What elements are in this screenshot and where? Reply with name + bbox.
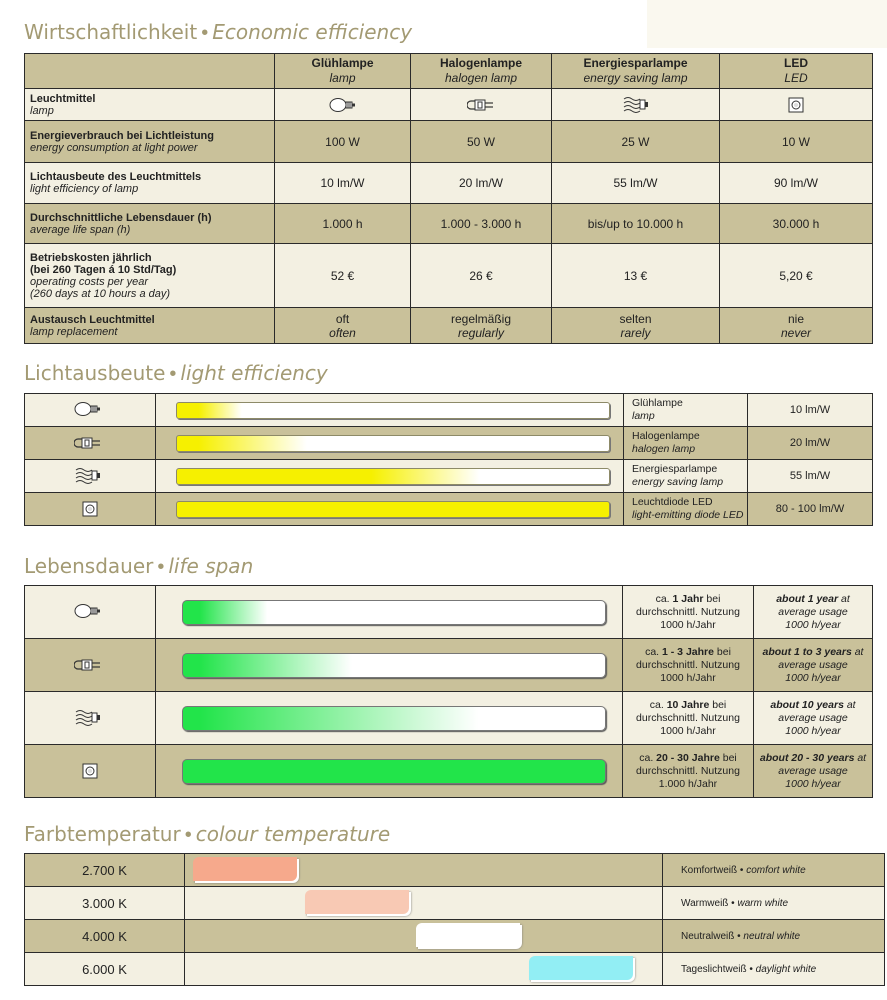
kelvin-value: 4.000 K <box>25 920 185 953</box>
lifespan-en: about 10 years at average usage 1000 h/year <box>754 692 873 745</box>
temp-bar <box>416 923 520 947</box>
efficiency-section-title: Lichtausbeute • light efficiency <box>24 361 328 385</box>
cfl-icon <box>622 96 650 114</box>
bulb-icon <box>329 97 357 113</box>
efficiency-value: 20 lm/W <box>748 427 873 460</box>
row-label-efficiency: Lichtausbeute des Leuchtmittels light efficiency of lamp <box>25 163 275 204</box>
cell-value: 100 W <box>275 121 411 163</box>
cfl-icon <box>74 467 106 485</box>
icon-cell <box>25 639 156 692</box>
header-empty <box>25 54 275 89</box>
row-label-lifespan: Durchschnittliche Lebensdauer (h) average life span (h) <box>25 204 275 244</box>
icon-cell <box>25 427 156 460</box>
lifespan-bar <box>182 600 606 625</box>
efficiency-value: 55 lm/W <box>748 460 873 493</box>
halogen-icon <box>74 657 106 673</box>
efficiency-bar <box>176 501 610 518</box>
efficiency-bar <box>176 435 610 452</box>
colour-section-title: Farbtemperatur • colour temperature <box>24 822 391 846</box>
temp-bar-cell <box>185 887 663 920</box>
temp-name: Tageslichtweiß • daylight white <box>663 953 885 986</box>
temp-bar <box>193 857 297 881</box>
economic-table <box>24 53 873 344</box>
cell-value: 1.000 h <box>275 204 411 244</box>
lifespan-en: about 1 year at average usage 1000 h/year <box>754 586 873 639</box>
cell-value: 30.000 h <box>720 204 873 244</box>
lifespan-en: about 20 - 30 years at average usage 1000 h/year <box>754 745 873 798</box>
cell-value: 55 lm/W <box>552 163 720 204</box>
cell-icon-led <box>720 89 873 121</box>
lifespan-de: ca. 1 Jahr bei durchschnittl. Nutzung 1000 h/Jahr <box>623 586 754 639</box>
temp-bar <box>529 956 633 980</box>
row-label-leuchtmittel: Leuchtmittel lamp <box>25 89 275 121</box>
icon-cell <box>25 394 156 427</box>
lamp-name: Energiesparlampe energy saving lamp <box>624 460 748 493</box>
bar-cell <box>156 692 623 745</box>
icon-cell <box>25 586 156 639</box>
halogen-icon <box>74 435 106 451</box>
cell-value: oft often <box>275 308 411 344</box>
icon-cell <box>25 460 156 493</box>
cell-icon-cfl <box>552 89 720 121</box>
kelvin-value: 3.000 K <box>25 887 185 920</box>
lamp-name: Leuchtdiode LED light-emitting diode LED <box>624 493 748 526</box>
row-label-replacement: Austausch Leuchtmittel lamp replacement <box>25 308 275 344</box>
cell-value: selten rarely <box>552 308 720 344</box>
top-band <box>647 0 887 48</box>
cell-value: 10 lm/W <box>275 163 411 204</box>
bulb-icon <box>74 603 106 621</box>
temp-name: Komfortweiß • comfort white <box>663 854 885 887</box>
cell-icon-bulb <box>275 89 411 121</box>
led-icon <box>82 763 98 779</box>
bar-cell <box>156 639 623 692</box>
row-label-energy: Energieverbrauch bei Lichtleistung energy consumption at light power <box>25 121 275 163</box>
temp-bar-cell <box>185 953 663 986</box>
lifespan-bar <box>182 653 606 678</box>
lifespan-section-title: Lebensdauer • life span <box>24 554 254 578</box>
cell-value: 10 W <box>720 121 873 163</box>
cell-value: 26 € <box>411 244 552 308</box>
bar-cell <box>156 427 624 460</box>
bar-cell <box>156 586 623 639</box>
cell-value: 50 W <box>411 121 552 163</box>
cell-value: 90 lm/W <box>720 163 873 204</box>
bar-cell <box>156 493 624 526</box>
bar-cell <box>156 745 623 798</box>
led-icon <box>82 501 98 517</box>
icon-cell <box>25 692 156 745</box>
lifespan-bar <box>182 759 606 784</box>
led-icon <box>788 97 804 113</box>
efficiency-bar <box>176 402 610 419</box>
temp-bar-cell <box>185 920 663 953</box>
lamp-name: Glühlampe lamp <box>624 394 748 427</box>
cell-value: nie never <box>720 308 873 344</box>
lifespan-de: ca. 1 - 3 Jahre bei durchschnittl. Nutzung 1000 h/Jahr <box>623 639 754 692</box>
bulb-icon <box>74 401 106 419</box>
cell-value: 1.000 - 3.000 h <box>411 204 552 244</box>
icon-cell <box>25 493 156 526</box>
row-label-operating-costs: Betriebskosten jährlich (bei 260 Tagen á 10 Std/Tag) operating costs per year (260 days at 10 hours a day) <box>25 244 275 308</box>
icon-cell <box>25 745 156 798</box>
halogen-icon <box>467 97 495 113</box>
colour-temperature-table <box>24 853 885 986</box>
temp-name: Neutralweiß • neutral white <box>663 920 885 953</box>
col-header-halogen: Halogenlampe halogen lamp <box>411 54 552 89</box>
lamp-name: Halogenlampe halogen lamp <box>624 427 748 460</box>
bar-cell <box>156 460 624 493</box>
lifespan-bar <box>182 706 606 731</box>
efficiency-value: 10 lm/W <box>748 394 873 427</box>
temp-name: Warmweiß • warm white <box>663 887 885 920</box>
bar-cell <box>156 394 624 427</box>
cell-value: 13 € <box>552 244 720 308</box>
lifespan-de: ca. 10 Jahre bei durchschnittl. Nutzung 1000 h/Jahr <box>623 692 754 745</box>
kelvin-value: 6.000 K <box>25 953 185 986</box>
efficiency-bar <box>176 468 610 485</box>
cell-value: bis/up to 10.000 h <box>552 204 720 244</box>
lifespan-de: ca. 20 - 30 Jahre bei durchschnittl. Nutzung 1.000 h/Jahr <box>623 745 754 798</box>
col-header-gluehlampe: Glühlampe lamp <box>275 54 411 89</box>
kelvin-value: 2.700 K <box>25 854 185 887</box>
cell-value: 20 lm/W <box>411 163 552 204</box>
cell-value: 5,20 € <box>720 244 873 308</box>
cell-value: 25 W <box>552 121 720 163</box>
cell-value: regelmäßig regularly <box>411 308 552 344</box>
temp-bar <box>305 890 409 914</box>
efficiency-table <box>24 393 873 526</box>
lifespan-table <box>24 585 873 798</box>
cell-icon-halogen <box>411 89 552 121</box>
temp-bar-cell <box>185 854 663 887</box>
economic-section-title: Wirtschaftlichkeit • Economic efficiency <box>24 20 413 44</box>
col-header-energiespar: Energiesparlampe energy saving lamp <box>552 54 720 89</box>
cell-value: 52 € <box>275 244 411 308</box>
lifespan-en: about 1 to 3 years at average usage 1000 h/year <box>754 639 873 692</box>
col-header-led: LED LED <box>720 54 873 89</box>
efficiency-value: 80 - 100 lm/W <box>748 493 873 526</box>
cfl-icon <box>74 709 106 727</box>
